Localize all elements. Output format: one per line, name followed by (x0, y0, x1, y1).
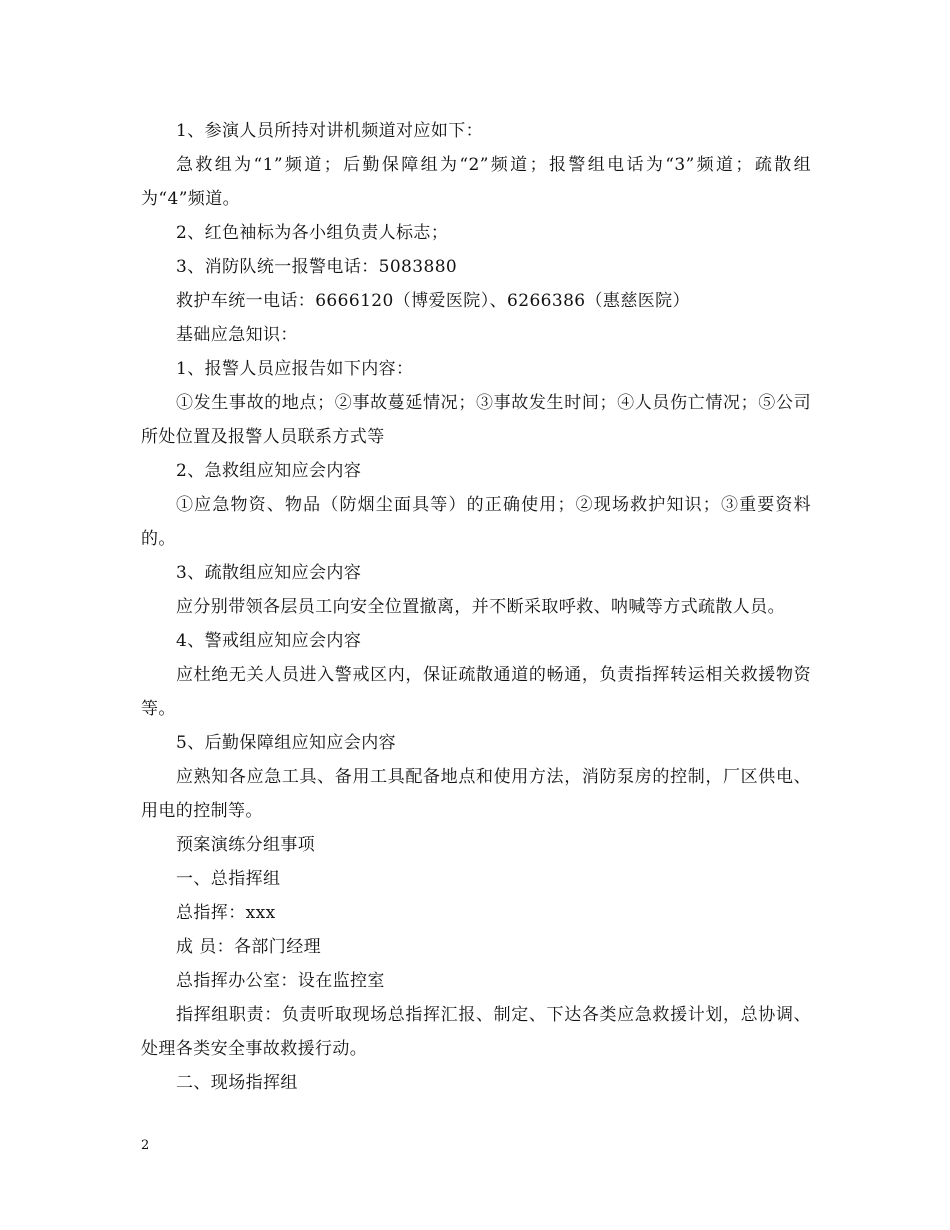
paragraph: 应杜绝无关人员进入警戒区内，保证疏散通道的畅通，负责指挥转运相关救援物资等。 (141, 665, 811, 719)
paragraph: 5、后勤保障组应知应会内容 (176, 733, 397, 753)
paragraph: 1、参演人员所持对讲机频道对应如下： (176, 121, 484, 141)
paragraph: 预案演练分组事项 (176, 835, 316, 855)
paragraph: 1、报警人员应报告如下内容： (176, 359, 414, 379)
paragraph: ①应急物资、物品（防烟尘面具等）的正确使用；②现场救护知识；③重要资料的。 (141, 495, 811, 549)
paragraph: 2、红色袖标为各小组负责人标志； (176, 223, 449, 243)
paragraph: 3、疏散组应知应会内容 (176, 563, 362, 583)
paragraph: 3、消防队统一报警电话：5083880 (176, 257, 458, 277)
paragraph: 急救组为“1”频道；后勤保障组为“2”频道；报警组电话为“3”频道；疏散组为“4”频道。 (141, 155, 811, 209)
paragraph: 成 员：各部门经理 (176, 937, 322, 957)
paragraph: 应熟知各应急工具、备用工具配备地点和使用方法，消防泵房的控制，厂区供电、用电的控制等。 (141, 767, 811, 821)
paragraph: 救护车统一电话：6666120（博爱医院）、6266386（惠慈医院） (176, 291, 690, 311)
paragraph: 一、总指挥组 (176, 869, 281, 889)
page-number: 2 (141, 1138, 150, 1153)
paragraph: 总指挥办公室：设在监控室 (176, 971, 385, 991)
paragraph: 基础应急知识： (176, 325, 298, 345)
paragraph: ①发生事故的地点；②事故蔓延情况；③事故发生时间；④人员伤亡情况；⑤公司所处位置及报警人员联系方式等 (141, 393, 811, 447)
paragraph: 二、现场指挥组 (176, 1073, 298, 1093)
document-body (141, 114, 811, 1100)
paragraph: 4、警戒组应知应会内容 (176, 631, 362, 651)
paragraph: 总指挥：xxx (176, 903, 276, 923)
paragraph: 应分别带领各层员工向安全位置撤离，并不断采取呼救、呐喊等方式疏散人员。 (176, 597, 785, 617)
paragraph: 指挥组职责：负责听取现场总指挥汇报、制定、下达各类应急救援计划，总协调、处理各类安全事故救援行动。 (141, 1005, 811, 1059)
paragraph: 2、急救组应知应会内容 (176, 461, 362, 481)
